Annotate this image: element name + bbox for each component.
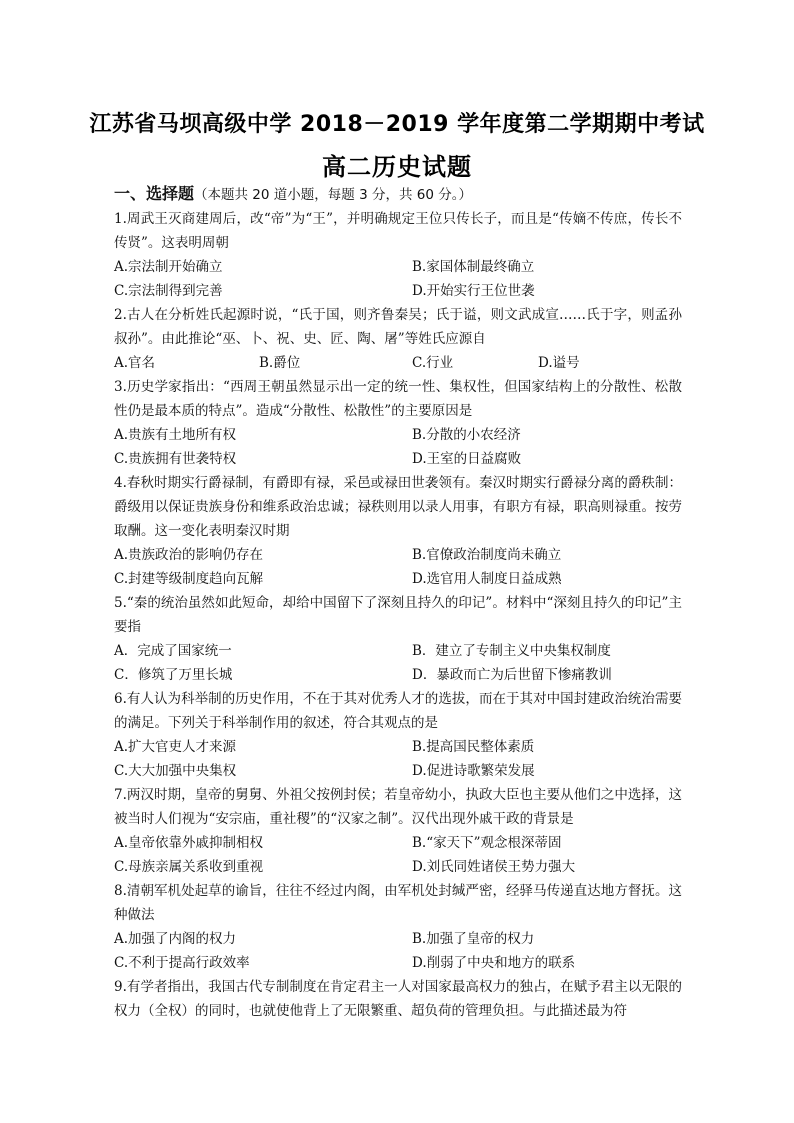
option-a: A.宗法制开始确立 bbox=[114, 259, 223, 275]
options bbox=[114, 543, 682, 591]
question-stem: 6.有人认为科举制的历史作用，不在于其对优秀人才的选拔，而在于其对中国封建政治统治需要的满足。下列关于科举制作用的叙述，符合其观点的是 bbox=[114, 691, 682, 731]
options bbox=[114, 255, 682, 303]
question-9 bbox=[114, 975, 682, 1023]
option-d: D.谥号 bbox=[538, 355, 580, 371]
option-b: B.官僚政治制度尚未确立 bbox=[412, 547, 562, 563]
option-c: C.行业 bbox=[412, 355, 454, 371]
option-a: A.官名 bbox=[114, 355, 156, 371]
option-b: B.分散的小农经济 bbox=[412, 427, 521, 443]
option-c: C.母族亲属关系收到重视 bbox=[114, 859, 264, 875]
option-d: D.削弱了中央和地方的联系 bbox=[412, 955, 576, 971]
option-c: C.贵族拥有世袭特权 bbox=[114, 451, 237, 467]
question-stem: 4.春秋时期实行爵禄制，有爵即有禄，采邑或禄田世袭领有。秦汉时期实行爵禄分离的爵秩制：爵级用以保证贵族身份和维系政治忠诚；禄秩则用以录人用事，有职方有禄，职高则禄重。按劳取酬。这一变化表明秦汉时期 bbox=[114, 475, 682, 539]
question-3 bbox=[114, 375, 682, 471]
section-title: 一、选择题 bbox=[114, 184, 195, 203]
option-b: B．建立了专制主义中央集权制度 bbox=[412, 643, 611, 659]
question-stem: 2.古人在分析姓氏起源时说，“氏于国，则齐鲁秦吴；氏于谥，则文武成宣……氏于字，则孟孙叔孙”。由此推论“巫、卜、祝、史、匠、陶、屠”等姓氏应源自 bbox=[114, 307, 682, 347]
option-a: A.贵族有土地所有权 bbox=[114, 427, 237, 443]
option-d: D.开始实行王位世袭 bbox=[412, 283, 535, 299]
option-d: D．暴政而亡为后世留下惨痛教训 bbox=[412, 667, 612, 683]
option-a: A.皇帝依靠外戚抑制相权 bbox=[114, 835, 264, 851]
question-stem: 3.历史学家指出：“西周王朝虽然显示出一定的统一性、集权性，但国家结构上的分散性、松散性仍是最本质的特点”。造成“分散性、松散性”的主要原因是 bbox=[114, 379, 682, 419]
question-stem: 1.周武王灭商建周后，改“帝”为“王”，并明确规定王位只传长子，而且是“传嫡不传庶，传长不传贤”。这表明周朝 bbox=[114, 211, 682, 251]
option-d: D.选官用人制度日益成熟 bbox=[412, 571, 562, 587]
question-8 bbox=[114, 879, 682, 975]
option-d: D.促进诗歌繁荣发展 bbox=[412, 763, 535, 779]
options bbox=[114, 831, 682, 879]
option-a: A.贵族政治的影响仍存在 bbox=[114, 547, 264, 563]
section-note: （本题共 20 道小题，每题 3 分，共 60 分。） bbox=[194, 187, 472, 203]
options bbox=[114, 423, 682, 471]
option-d: D.王室的日益腐败 bbox=[412, 451, 522, 467]
question-5 bbox=[114, 591, 682, 687]
question-stem: 9.有学者指出，我国古代专制制度在肯定君主一人对国家最高权力的独占，在赋予君主以无限的权力（全权）的同时，也就使他背上了无限繁重、超负荷的管理负担。与此描述最为符 bbox=[114, 979, 682, 1019]
question-7 bbox=[114, 783, 682, 879]
exam-subtitle: 高二历史试题 bbox=[322, 153, 472, 181]
option-b: B.爵位 bbox=[259, 355, 301, 371]
question-1 bbox=[114, 207, 682, 303]
option-a: A．完成了国家统一 bbox=[114, 643, 232, 659]
option-c: C.封建等级制度趋向瓦解 bbox=[114, 571, 264, 587]
question-4 bbox=[114, 471, 682, 591]
question-2 bbox=[114, 303, 682, 375]
exam-title: 江苏省马坝高级中学 2018－2019 学年度第二学期期中考试 bbox=[89, 112, 705, 137]
question-list bbox=[114, 207, 682, 1023]
option-d: D.刘氏同姓诸侯王势力强大 bbox=[412, 859, 576, 875]
option-b: B.提高国民整体素质 bbox=[412, 739, 535, 755]
option-c: C.不利于提高行政效率 bbox=[114, 955, 250, 971]
option-a: A.加强了内阁的权力 bbox=[114, 931, 237, 947]
option-c: C．修筑了万里长城 bbox=[114, 667, 233, 683]
question-stem: 7.两汉时期，皇帝的舅舅、外祖父按例封侯；若皇帝幼小，执政大臣也主要从他们之中选择，这被当时人们视为“安宗庙，重社稷”的“汉家之制”。汉代出现外戚干政的背景是 bbox=[114, 787, 682, 827]
option-c: C.大大加强中央集权 bbox=[114, 763, 237, 779]
section-heading bbox=[114, 181, 472, 204]
question-6 bbox=[114, 687, 682, 783]
question-stem: 5.“秦的统治虽然如此短命，却给中国留下了深刻且持久的印记”。材料中“深刻且持久的印记”主要指 bbox=[114, 595, 682, 635]
option-c: C.宗法制得到完善 bbox=[114, 283, 223, 299]
question-stem: 8.清朝军机处起草的谕旨，往往不经过内阁，由军机处封缄严密，经驿马传递直达地方督抚。这种做法 bbox=[114, 883, 682, 923]
options bbox=[114, 351, 682, 375]
options bbox=[114, 927, 682, 975]
option-b: B.家国体制最终确立 bbox=[412, 259, 535, 275]
option-a: A.扩大官吏人才来源 bbox=[114, 739, 237, 755]
option-b: B.加强了皇帝的权力 bbox=[412, 931, 535, 947]
options bbox=[114, 735, 682, 783]
options bbox=[114, 639, 682, 687]
option-b: B.“家天下”观念根深蒂固 bbox=[412, 835, 562, 851]
